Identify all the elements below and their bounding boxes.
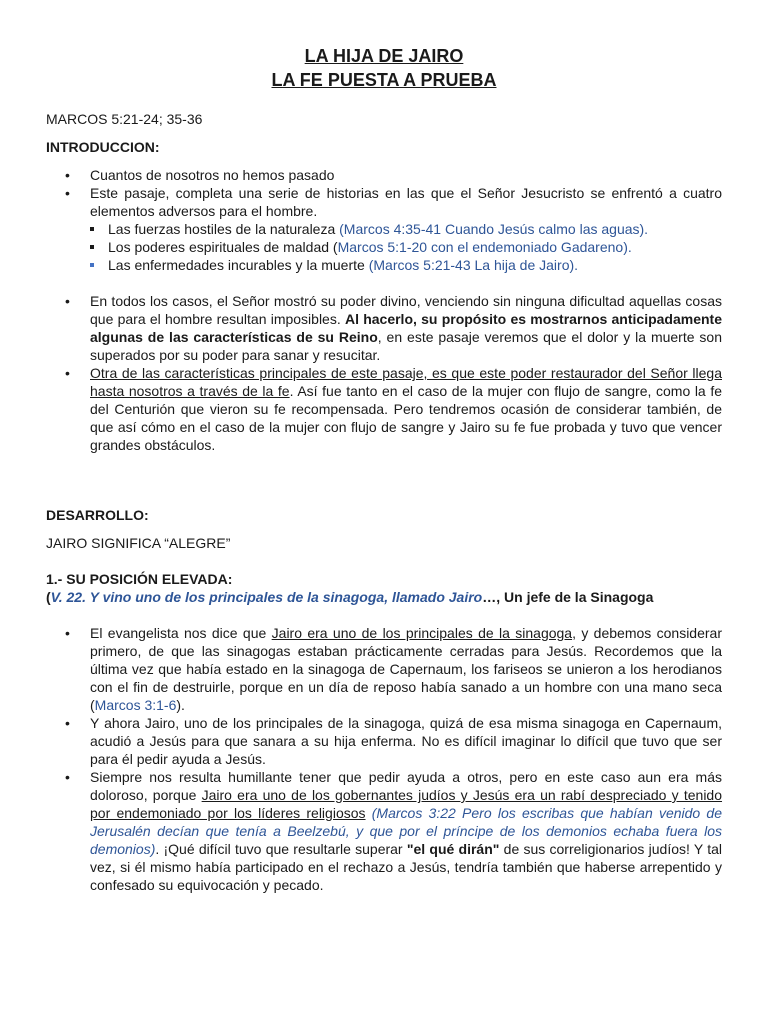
intro-list [46,166,722,274]
list-item: • Y ahora Jairo, uno de los principales de la sinagoga, quizá de esa misma sinagoga en Capernaum, acudió a Jesús para que sanara a su hija enferma. No es difícil imaginar lo difícil que tuvo que ser para él pedir ayuda a Jesús. [65,715,722,767]
name-meaning: JAIRO SIGNIFICA “ALEGRE” [46,535,231,551]
bullet-icon: • [65,715,70,731]
bullet-icon: • [65,365,70,381]
bullet-icon: • [65,185,70,201]
bullet-icon: • [65,293,70,309]
list-item: • En todos los casos, el Señor mostró su poder divino, venciendo sin ninguna dificultad aquellas cosas que para el hombre resultan imposibles. Al hacerlo, su propósito es mostrarnos anticipadamente algunas de las características de su Reino, en este pasaje veremos que el dolor y la muerte son superados por su poder para sanar y resucitar. [65,293,722,363]
development-heading: DESARROLLO: [46,507,149,523]
bullet-icon: • [65,769,70,785]
bullet-icon: • [65,625,70,641]
square-bullet-icon [90,263,94,267]
document-page [46,44,722,894]
document-title: LA HIJA DE JAIRO [304,46,464,66]
list-item: • El evangelista nos dice que Jairo era uno de los principales de la sinagoga, y debemos considerar primero, de que las sinagogas estaban prácticamente cerradas para Jesús. Recordemos que la última vez que había estado en la sinagoga de Capernaum, los fariseos se unieron a los herodianos con el fin de destruirle, porque en un día de reposo había sanado a un hombre con una mano seca (Marcos 3:1-6). [65,625,722,713]
list-item: • Otra de las características principales de este pasaje, es que este poder restaurador del Señor llega hasta nosotros a través de la fe. Así fue tanto en el caso de la mujer con flujo de sangre, como la fe del Centurión que vieron su fe recompensada. Pero tendremos ocasión de considerar también, de que así cómo en el caso de la mujer con flujo de sangre y Jairo su fe fue probada y tuvo que vencer grandes obstáculos. [65,365,722,453]
square-bullet-icon [90,227,94,231]
list-item: • Este pasaje, completa una serie de historias en las que el Señor Jesucristo se enfrentó a cuatro elementos adversos para el hombre. Las fuerzas hostiles de la naturaleza (Marcos 4:35-41 Cuando Jesús calmo las aguas). Los poderes espirituales de maldad (Marcos 5:1-20 con el endemoniado Gadareno). Las enfermedades incurables y la muerte (Marcos 5:21-43 La hija de Jairo). [46,184,722,274]
sub-list [46,220,722,274]
list-item: • Siempre nos resulta humillante tener que pedir ayuda a otros, pero en este caso aun era más doloroso, porque Jairo era uno de los gobernantes judíos y Jesús era un rabí despreciado y tenido por endemoniado por los líderes religiosos (Marcos 3:22 Pero los escribas que habían venido de Jerusalén decían que tenía a Beelzebú, y que por el príncipe de los demonios echaba fuera los demonios). ¡Qué difícil tuvo que resultarle superar "el qué dirán" de sus correligionarios judíos! Y tal vez, si él mismo había participado en el rechazo a Jesús, tendría también que haberse arrepentido y confesado su equivocación y pecado. [65,769,723,893]
document-subtitle: LA FE PUESTA A PRUEBA [271,70,497,90]
development-list [46,624,722,894]
section-verse: (V. 22. Y vino uno de los principales de la sinagoga, llamado Jairo…, Un jefe de la Sinagoga [46,589,654,605]
section-heading: 1.- SU POSICIÓN ELEVADA: [46,571,233,587]
list-item: • Cuantos de nosotros no hemos pasado [65,167,335,183]
sub-list-item: Las fuerzas hostiles de la naturaleza (Marcos 4:35-41 Cuando Jesús calmo las aguas). [46,220,722,238]
intro-list-2 [46,292,722,454]
bullet-icon: • [65,167,70,183]
sub-list-item: Las enfermedades incurables y la muerte (Marcos 5:21-43 La hija de Jairo). [46,256,722,274]
square-bullet-icon [90,245,94,249]
intro-heading: INTRODUCCION: [46,139,160,155]
scripture-reference: MARCOS 5:21-24; 35-36 [46,111,203,127]
sub-list-item: Los poderes espirituales de maldad (Marcos 5:1-20 con el endemoniado Gadareno). [46,238,722,256]
